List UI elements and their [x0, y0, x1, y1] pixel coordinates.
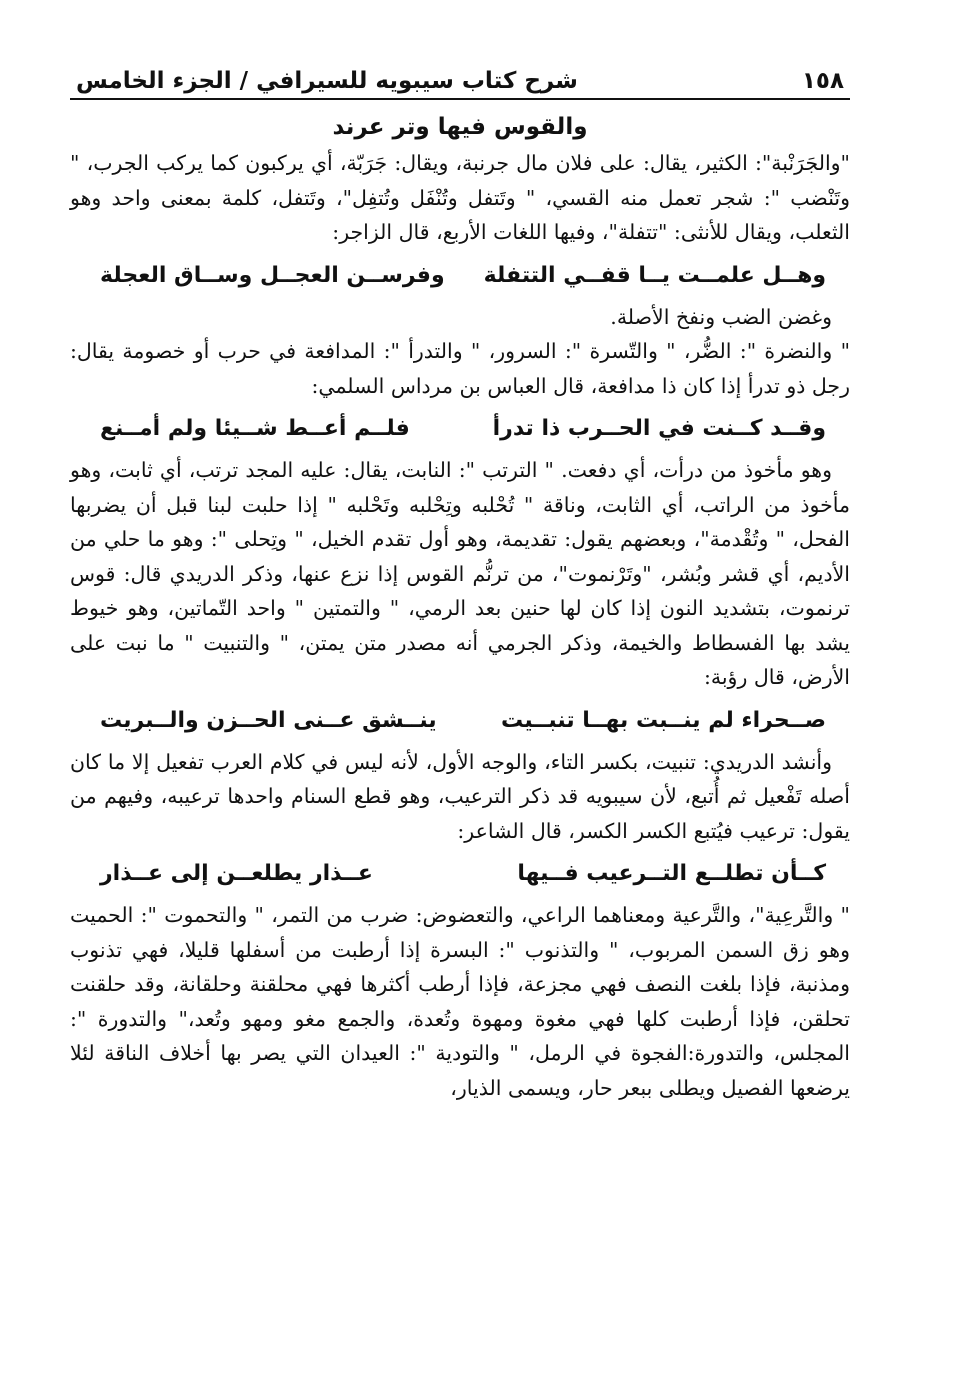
paragraph-tarʿiya: " والتَّرعِية"، والتَّرعية ومعناهما الراعي، والتعضوض: ضرب من التمر، " والتحموت ": الحميت وهو زق السمن المربوب، " والتذنوب ": البسرة إذا أرطبت من أسفلها قليلا، فهي تذنوب ومذنبة، فإذا بلغت النصف فهي مجزعة، فإذا أرطب أكثرها فهي محلقنة وحلقانة، وقد حلقنت تحلقن، فإذا أرطبت كلها فهي مغوة ومهوة وتُعدة، والجمع مغو ومهو وتُعد،" والتدورة ": المجلس، والتدورة:الفجوة في الرمل، " والتودية ": العيدان التي يصر بها أخلاف الناقة لئلا يرضعها الفصيل ويطلى ببعر حار، ويسمى الذيار، — [70, 903, 850, 1100]
verse-line — [70, 703, 850, 739]
page-body — [70, 146, 850, 1105]
book-page — [70, 48, 850, 1368]
paragraph-continuation: وغضن الضب ونفخ الأصلة. — [610, 304, 832, 329]
verse-first-hemistich: وقــد كــنت في الحــرب ذا تدرأ — [492, 416, 826, 441]
paragraph-nadra: " والنضرة ": الضُّر، " والتّسرة ": السرور، " والتدرأ ": المدافعة في حرب أو خصومة يقال: رجل ذو تدرأ إذا كان ذا مدافعة، قال العباس بن مرداس السلمي: — [70, 339, 850, 398]
verse-line — [70, 411, 850, 447]
page-number: ١٥٨ — [801, 68, 844, 94]
header-divider — [70, 98, 850, 100]
verse-first-hemistich: كــأن تطلــع التــرعيب فــيها — [517, 861, 826, 886]
verse-second-hemistich: عــذار يطلعــن إلى عــذار — [100, 861, 373, 886]
verse-first-hemistich: وهــل علمــت يــا قفــي التتفلة — [483, 262, 826, 288]
paragraph-jaranba: "والجَرَنْبة": الكثير، يقال: على فلان مال جرنبة، ويقال: جَرَبّة، أي يركبون كما يركب الجرب، " وتَنْضب ": شجر تعمل منه القسي، " وتَتفل وتُنْفَل وتُتفِل"، وتَتفل، كلمة بمعنى واحد وهو الثعلب، ويقال للأنثى: "تتفلة"، وفيها اللغات الأربع، قال الزاجر: — [70, 151, 850, 244]
paragraph-tanbit: وأنشد الدريدي: تنبيت، بكسر التاء، والوجه الأول، لأنه ليس في كلام العرب تفعيل إلا ما كان أصله تَفْعيل ثم أُتبع، لأن سيبويه قد ذكر الترعيب، وهو قطع السنام واحدها ترعيبه، وفيهم من يقول: ترعيب فيُتبع الكسر الكسر، قال الشاعر: — [70, 749, 850, 843]
verse-second-hemistich: وفرســن العجــل وســاق العجلة — [100, 262, 445, 288]
verse-first-hemistich: صــحراء لم ينــبت بهــا تنبــيت — [501, 707, 826, 733]
verse-second-hemistich: ينــشق عــنى الحــزن والــبريت — [100, 707, 437, 733]
section-title: والقوس فيها وتر عرند — [332, 114, 588, 140]
verse-line — [70, 258, 850, 294]
verse-line — [70, 856, 850, 892]
verse-second-hemistich: فلــم أعــط شــيئا ولم أمــنع — [100, 416, 410, 441]
running-title: شرح كتاب سيبويه للسيرافي / الجزء الخامس — [76, 68, 578, 94]
page-header — [70, 48, 850, 94]
paragraph-tartab: وهو مأخوذ من درأت، أي دفعت. " الترتب ": النابت، يقال: عليه المجد ترتب، أي ثابت، وهو مأخوذ من الراتب، أي الثابت، وناقة " تُحْلبه وتِحْلبه وتَحْلبه " إذا حلبت لبنا قبل أن يضربها الفحل، " وتُقْدمة"، وبعضهم يقول: تقديمة، وهو أول تقدم الخيل، " وتِحلى ": وهو ما حلي من الأديم، أي قشر وبُشر، "وتَرْنموت"، من ترنُّم القوس إذا نزع عنها، وذكر الدريدي قال: قوس ترنموت، بتشديد النون إذا كان لها حنين بعد الرمي، " والتمتين " واحد التّماتين، وهو خيوط يشد بها الفسطاط والخيمة، وذكر الجرمي أنه مصدر متن يمتن، " والتنبيت " ما نبت على الأرض، قال رؤبة: — [70, 458, 850, 689]
